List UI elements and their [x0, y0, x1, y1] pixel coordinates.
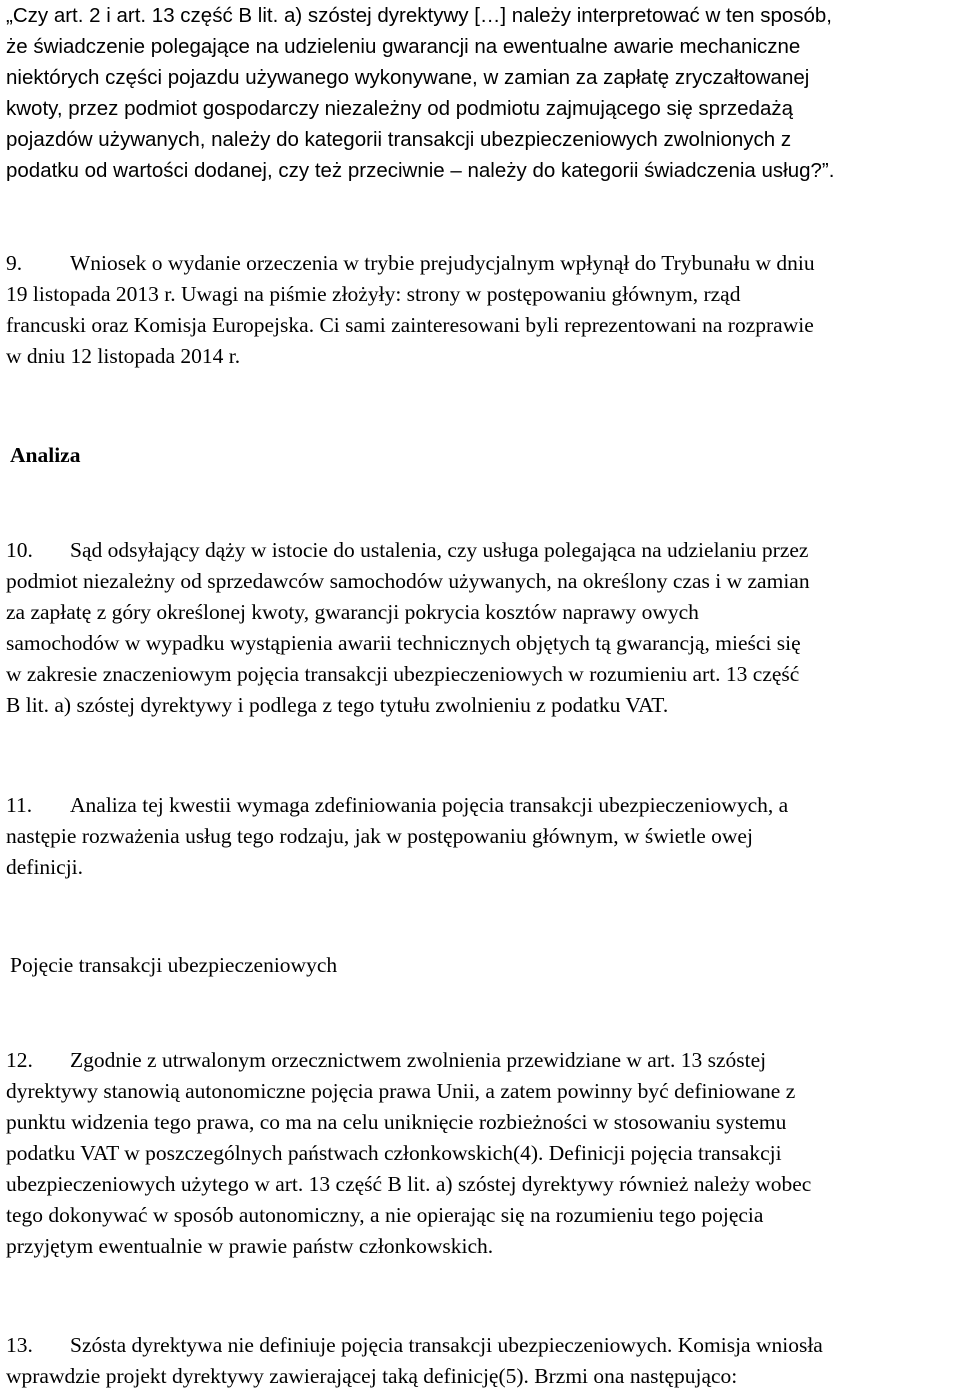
- paragraph-text: Zgodnie z utrwalonym orzecznictwem zwolnienia przewidziane w art. 13 szóstej: [70, 1048, 767, 1072]
- paragraph-line: definicji.: [6, 855, 84, 879]
- quote-line: niektórych części pojazdu używanego wykonywane, w zamian za zapłatę zryczałtowanej: [6, 66, 810, 89]
- paragraph-line: następie rozważenia usług tego rodzaju, jak w postępowaniu głównym, w świetle owej: [6, 824, 753, 848]
- paragraph-line: przyjętym ewentualnie w prawie państw członkowskich.: [6, 1234, 494, 1258]
- paragraph-line: wprawdzie projekt dyrektywy zawierającej taką definicję(5). Brzmi ona następująco:: [6, 1364, 738, 1388]
- paragraph-line: B lit. a) szóstej dyrektywy i podlega z tego tytułu zwolnieniu z podatku VAT.: [6, 693, 669, 717]
- paragraph-9: [6, 248, 956, 372]
- section-heading-analysis: Analiza: [10, 443, 81, 467]
- paragraph-text: Szósta dyrektywa nie definiuje pojęcia transakcji ubezpieczeniowych. Komisja wniosła: [70, 1333, 823, 1357]
- quote-line: pojazdów używanych, należy do kategorii transakcji ubezpieczeniowych zwolnionych z: [6, 128, 792, 151]
- paragraph-line: dyrektywy stanowią autonomiczne pojęcia prawa Unii, a zatem powinny być definiowane z: [6, 1079, 796, 1103]
- paragraph-line: w dniu 12 listopada 2014 r.: [6, 344, 241, 368]
- paragraph-line: 19 listopada 2013 r. Uwagi na piśmie złożyły: strony w postępowaniu głównym, rząd: [6, 282, 741, 306]
- quote-line: „Czy art. 2 i art. 13 część B lit. a) szóstej dyrektywy […] należy interpretować w ten sposób,: [6, 4, 832, 27]
- paragraph-line: podmiot niezależny od sprzedawców samochodów używanych, na określony czas i w zamian: [6, 569, 810, 593]
- quote-line: że świadczenie polegające na udzieleniu gwarancji na ewentualne awarie mechaniczne: [6, 35, 801, 58]
- paragraph-13: [6, 1330, 956, 1392]
- paragraph-line: ubezpieczeniowych użytego w art. 13 część B lit. a) szóstej dyrektywy również należy wobec: [6, 1172, 812, 1196]
- paragraph-line: punktu widzenia tego prawa, co ma na celu uniknięcie rozbieżności w stosowaniu systemu: [6, 1110, 787, 1134]
- paragraph-line: tego dokonywać w sposób autonomiczny, a nie opierając się na rozumieniu tego pojęcia: [6, 1203, 764, 1227]
- paragraph-line: francuski oraz Komisja Europejska. Ci sami zainteresowani byli reprezentowani na rozprawie: [6, 313, 814, 337]
- quote-line: podatku od wartości dodanej, czy też przeciwnie – należy do kategorii świadczenia usług?”.: [6, 159, 835, 182]
- paragraph-text: Analiza tej kwestii wymaga zdefiniowania pojęcia transakcji ubezpieczeniowych, a: [70, 793, 789, 817]
- paragraph-line: za zapłatę z góry określonej kwoty, gwarancji pokrycia kosztów naprawy owych: [6, 600, 699, 624]
- quoted-question: [6, 0, 956, 186]
- paragraph-number: 10.: [6, 538, 33, 562]
- paragraph-number: 9.: [6, 251, 23, 275]
- paragraph-number: 12.: [6, 1048, 33, 1072]
- paragraph-10: [6, 535, 956, 721]
- paragraph-line: podatku VAT w poszczególnych państwach członkowskich(4). Definicji pojęcia transakcji: [6, 1141, 782, 1165]
- quote-line: kwoty, przez podmiot gospodarczy niezależny od podmiotu zajmującego się sprzedażą: [6, 97, 794, 120]
- paragraph-number: 11.: [6, 793, 33, 817]
- paragraph-text: Sąd odsyłający dąży w istocie do ustalenia, czy usługa polegająca na udzielaniu przez: [70, 538, 809, 562]
- paragraph-text: Wniosek o wydanie orzeczenia w trybie prejudycjalnym wpłynął do Trybunału w dniu: [70, 251, 815, 275]
- section-heading-concept: Pojęcie transakcji ubezpieczeniowych: [10, 953, 338, 977]
- paragraph-line: w zakresie znaczeniowym pojęcia transakcji ubezpieczeniowych w rozumieniu art. 13 część: [6, 662, 800, 686]
- paragraph-number: 13.: [6, 1333, 33, 1357]
- paragraph-12: [6, 1045, 956, 1262]
- paragraph-line: samochodów w wypadku wystąpienia awarii technicznych objętych tą gwarancją, mieści się: [6, 631, 801, 655]
- paragraph-11: [6, 790, 956, 883]
